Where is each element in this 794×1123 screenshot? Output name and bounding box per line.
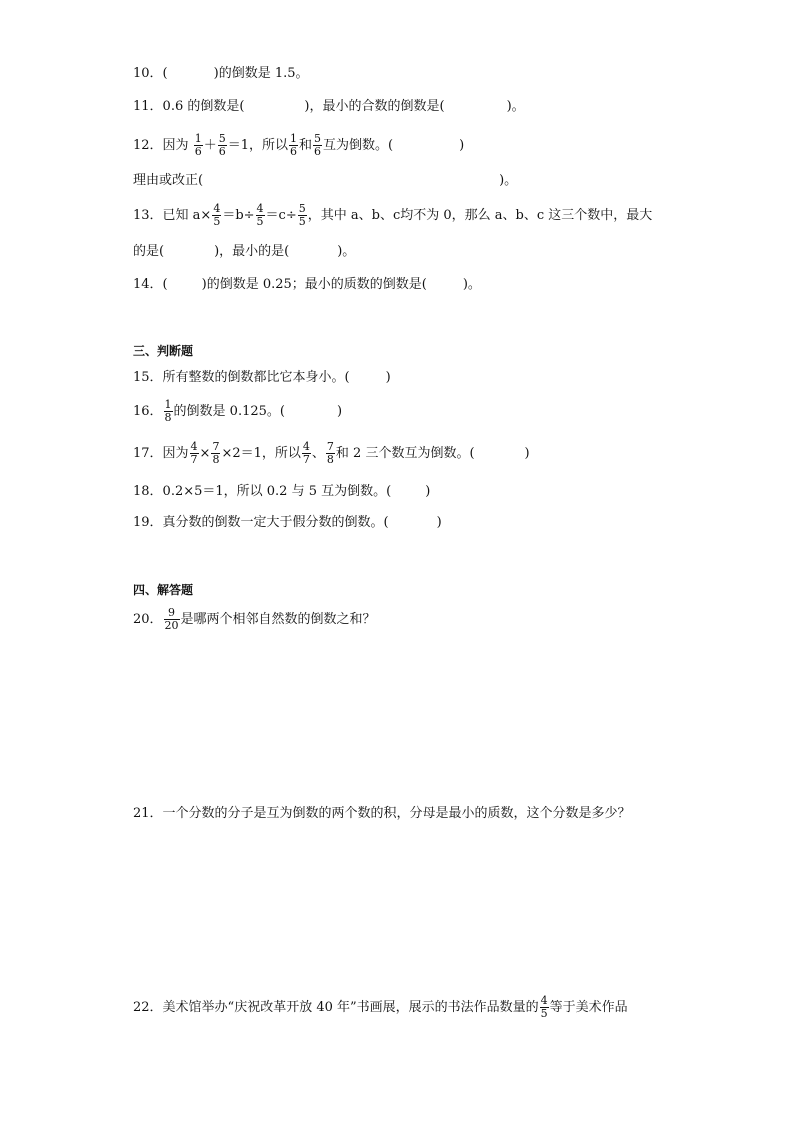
fraction: $\frac{5}{6}$	[314, 132, 321, 158]
fraction: $\frac{9}{20}$	[164, 606, 179, 632]
question-17: 17．因为 $\frac{4}{7}$ × $\frac{7}{8}$ ×2＝1，所以 $\frac{4}{7}$ 、 $\frac{7}{8}$ 和 2 三个数互为倒数。( )	[133, 440, 530, 466]
fraction: $\frac{4}{7}$	[302, 440, 310, 466]
question-12: 12．因为 $\frac{1}{6}$ ＋ $\frac{5}{6}$ ＝1，所以 $\frac{1}{6}$ 和 $\frac{5}{6}$ 互为倒数。( )	[133, 132, 465, 158]
question-10: 10．( )的倒数是 1.5。	[133, 66, 309, 81]
fraction: $\frac{1}{6}$	[289, 132, 297, 158]
fraction: $\frac{4}{5}$	[256, 202, 264, 228]
fraction: $\frac{1}{6}$	[194, 132, 202, 158]
question-20: 20． $\frac{9}{20}$ 是哪两个相邻自然数的倒数之和？	[133, 606, 376, 632]
fraction: $\frac{7}{8}$	[212, 440, 220, 466]
question-21: 21．一个分数的分子是互为倒数的两个数的积，分母是最小的质数，这个分数是多少？	[133, 806, 631, 821]
fraction: $\frac{5}{6}$	[218, 132, 226, 158]
fraction: $\frac{4}{5}$	[213, 202, 221, 228]
question-14: 14．( )的倒数是 0.25；最小的质数的倒数是( )。	[133, 277, 481, 292]
fraction: $\frac{5}{5}$	[298, 202, 306, 228]
section-heading-judge: 三、判断题	[133, 344, 194, 358]
fraction: $\frac{4}{7}$	[190, 440, 198, 466]
fraction: $\frac{1}{8}$	[164, 398, 172, 424]
question-15: 15．所有整数的倒数都比它本身小。( )	[133, 370, 391, 385]
fraction: $\frac{7}{8}$	[326, 440, 334, 466]
question-16: 16． $\frac{1}{8}$ 的倒数是 0.125。( )	[133, 398, 343, 424]
question-11: 11．0.6 的倒数是( )，最小的合数的倒数是( )。	[133, 99, 525, 114]
question-19: 19．真分数的倒数一定大于假分数的倒数。( )	[133, 515, 442, 530]
question-22: 22．美术馆举办“庆祝改革开放 40 年”书画展，展示的书法作品数量的 $\frac{4}{5}$ 等于美术作品	[133, 994, 628, 1020]
question-13: 13．已知 a× $\frac{4}{5}$ ＝b÷ $\frac{4}{5}$ ＝c÷ $\frac{5}{5}$ ，其中 a、b、c均不为 0，那么 a、b、c 这三个数中，最大	[133, 202, 653, 228]
question-12-reason: 理由或改正( )。	[133, 173, 518, 188]
section-heading-answer: 四、解答题	[133, 583, 194, 597]
question-13-continued: 的是( )，最小的是( )。	[133, 244, 356, 259]
fraction: $\frac{4}{5}$	[540, 994, 548, 1020]
question-18: 18．0.2×5＝1，所以 0.2 与 5 互为倒数。( )	[133, 484, 431, 499]
